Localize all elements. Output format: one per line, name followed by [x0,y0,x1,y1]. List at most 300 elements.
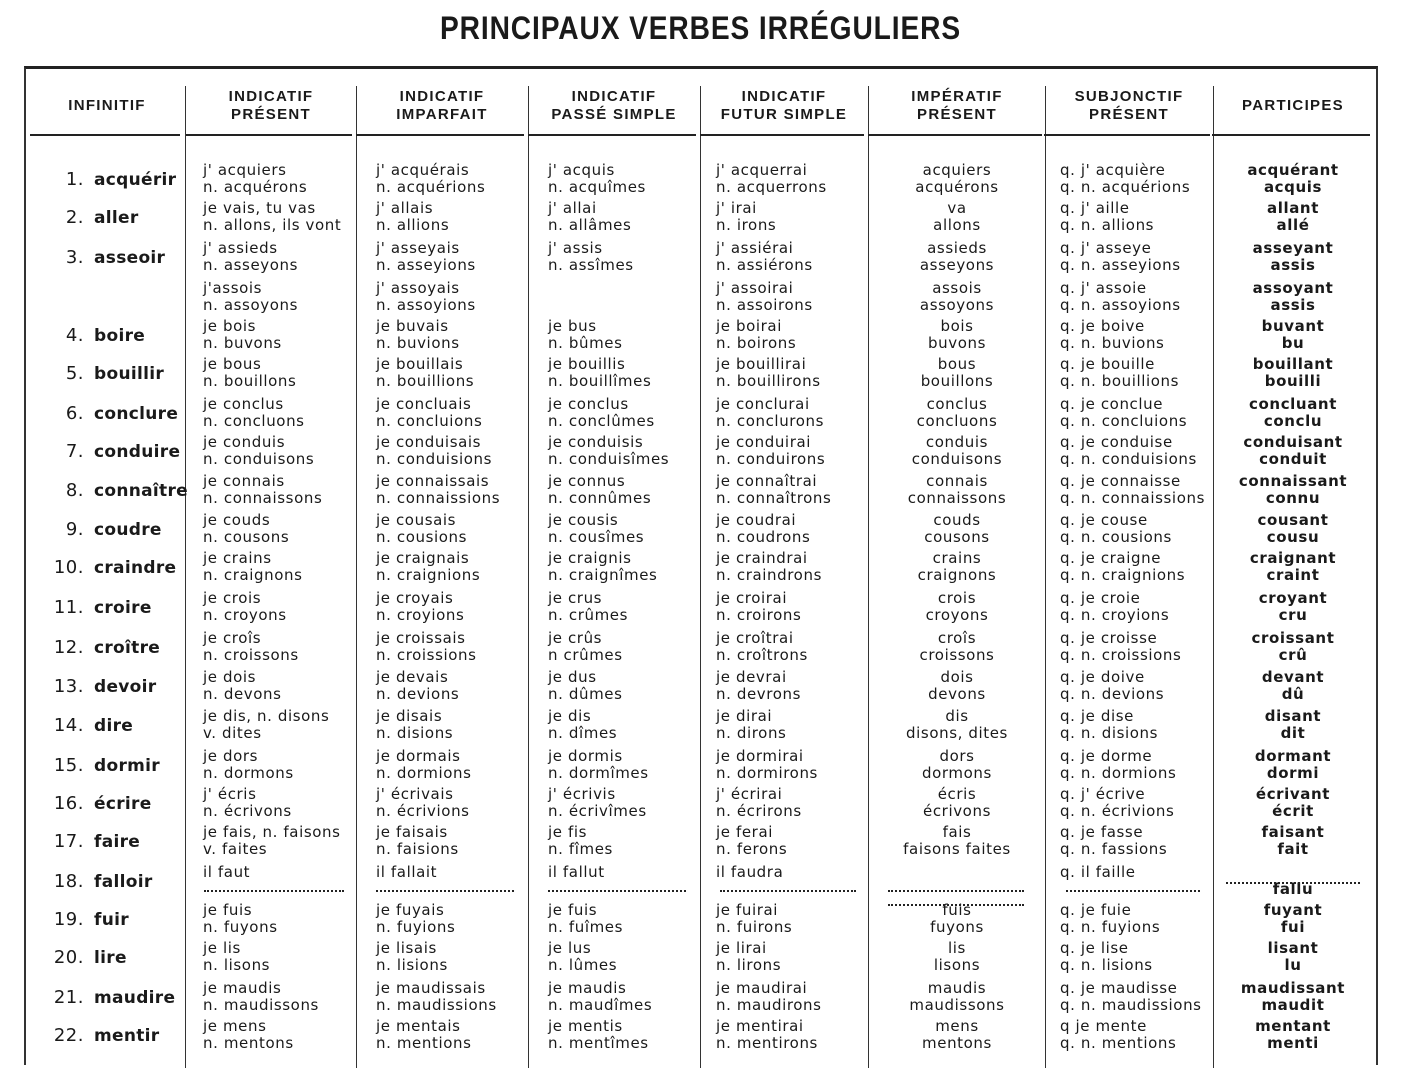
cell-indicatif-passe-simple [548,162,646,198]
header-line: FUTUR SIMPLE [720,106,848,123]
verb-number: 17. [53,831,84,852]
form-first: q. je fuie [1060,901,1132,919]
cell-participes [1216,280,1370,316]
form-first: j' écrirai [716,785,783,803]
form-first: croyant [1258,589,1328,607]
cell-imperatif-present [872,434,1042,470]
cell-imperatif-present [872,902,1042,938]
cell-indicatif-imparfait [376,200,449,236]
verb-infinitive: conclure [94,404,179,424]
cell-imperatif-present [872,162,1042,198]
cell-subjonctif-present [1060,162,1190,198]
form-second: fallu [1272,880,1314,898]
form-second: q. n. devions [1060,685,1165,703]
form-first: q. je lise [1060,939,1129,957]
form-first: q. j' asseye [1060,239,1152,257]
header-underline [356,134,524,136]
form-second: n. craignons [203,566,303,584]
form-first: q. je dise [1060,707,1134,725]
verb-number: 14. [53,715,84,736]
table-row [0,590,1401,626]
form-first: allant [1267,199,1319,217]
verb-number: 19. [53,909,84,930]
header-line: INDICATIF [228,88,314,105]
form-second: n. disions [376,724,454,742]
form-first: dois [940,668,974,686]
cell-indicatif-imparfait [376,980,497,1016]
verb-infinitive: dire [94,716,134,736]
table-row [0,940,1401,976]
form-first: fais [942,823,972,841]
verb-number: 5. [65,363,84,384]
form-second: n. écrivons [203,802,292,820]
form-second: n. mentons [203,1034,294,1052]
form-first: dors [939,747,975,765]
infinitive-cell [34,748,160,784]
cell-indicatif-imparfait [376,512,467,548]
cell-indicatif-futur-simple [716,980,822,1016]
form-second: n. allâmes [548,216,632,234]
form-second: n. cousions [376,528,468,546]
form-second: n. acquîmes [548,178,646,196]
page-title: PRINCIPAUX VERBES IRRÉGULIERS [439,10,961,46]
form-first: assois [932,279,982,297]
form-first: il fallut [548,863,605,881]
cell-participes [1216,824,1370,860]
form-second: n. boirons [716,334,797,352]
cell-indicatif-futur-simple [716,940,781,976]
infinitive-cell [34,512,162,548]
cell-subjonctif-present [1060,473,1205,509]
form-second: assis [1270,296,1316,314]
infinitive-cell [34,902,129,938]
form-second: crû [1278,646,1308,664]
form-second: n. conclurons [716,412,825,430]
cell-subjonctif-present [1060,318,1164,354]
cell-indicatif-imparfait [376,434,492,470]
verb-number: 22. [53,1025,84,1046]
infinitive-cell [34,669,156,705]
form-second: q. n. buvions [1060,334,1165,352]
form-second: n. faisions [376,840,459,858]
form-second: n. acquérions [376,178,486,196]
cell-indicatif-imparfait [376,824,459,860]
form-first: q. je bouille [1060,355,1155,373]
cell-indicatif-present [203,708,329,744]
infinitive-cell [34,318,145,354]
header-imperatif-present [872,78,1042,134]
form-second: n. coudrons [716,528,811,546]
form-second: faisons faites [903,840,1011,858]
form-first: je lis [203,939,241,957]
cell-indicatif-passe-simple [548,550,657,586]
form-second: n. devions [376,685,460,703]
form-first: conduis [925,433,989,451]
cell-indicatif-present [203,824,341,860]
form-second: n. connûmes [548,489,652,507]
header-line: INFINITIF [68,97,146,114]
form-second: n. craindrons [716,566,822,584]
cell-subjonctif-present [1060,748,1176,784]
form-second: disons, dites [906,724,1008,742]
form-first: je croissais [376,629,466,647]
form-first: je connus [548,472,626,490]
form-first: je bouillis [548,355,626,373]
form-first: q. j' écrive [1060,785,1146,803]
cell-subjonctif-present [1060,280,1181,316]
form-second: fuyons [930,918,984,936]
cell-indicatif-imparfait [376,280,476,316]
cell-indicatif-futur-simple [716,748,818,784]
form-first: je couds [203,511,271,529]
form-second: q. n. concluions [1060,412,1188,430]
cell-indicatif-imparfait [376,396,482,432]
form-second: n. assoyons [203,296,299,314]
form-first: j' asseyais [376,239,460,257]
form-second: n. conclûmes [548,412,655,430]
form-first: q. je doive [1060,668,1145,686]
form-first: conduisant [1243,433,1343,451]
cell-indicatif-passe-simple [548,356,651,392]
infinitive-cell [34,1018,159,1054]
form-first: je crûs [548,629,603,647]
cell-participes [1216,356,1370,392]
form-second: v. faites [203,840,268,858]
form-first [1216,864,1370,881]
cell-indicatif-passe-simple [548,864,605,900]
header-line: INDICATIF [741,88,827,105]
header-participes [1216,78,1370,134]
cell-indicatif-futur-simple [716,512,810,548]
form-first: maudis [927,979,987,997]
cell-indicatif-imparfait [376,550,480,586]
cell-indicatif-present [203,162,307,198]
cell-participes [1216,550,1370,586]
form-second: n. craignîmes [548,566,658,584]
form-second: dit [1280,724,1306,742]
form-first: q je mente [1060,1017,1147,1035]
form-first: je dirai [716,707,773,725]
form-second: connaissons [907,489,1007,507]
table-row [0,280,1401,316]
infinitive-cell [34,590,152,626]
form-first: je maudis [203,979,282,997]
form-first: acquérant [1247,161,1339,179]
form-first: q. je boive [1060,317,1145,335]
form-first: bois [940,317,974,335]
cell-indicatif-passe-simple [548,240,634,276]
verb-infinitive: dormir [94,756,160,776]
form-first: dis [945,707,969,725]
cell-indicatif-futur-simple [716,434,825,470]
form-second: n. connaissions [376,489,501,507]
form-first: lisant [1267,939,1319,957]
cell-indicatif-imparfait [376,240,476,276]
form-first: devant [1261,668,1325,686]
form-second: n. dîmes [548,724,618,742]
cell-indicatif-passe-simple [548,630,623,666]
form-second: n. croyons [203,606,287,624]
cell-participes [1216,630,1370,666]
form-first: q. je conduise [1060,433,1173,451]
cell-indicatif-futur-simple [716,902,792,938]
form-second: asseyons [919,256,995,274]
form-first: je craindrai [716,549,808,567]
cell-indicatif-imparfait [376,902,455,938]
cell-subjonctif-present [1060,864,1136,900]
infinitive-cell [34,824,140,860]
form-first: assoyant [1252,279,1334,297]
table-row [0,550,1401,586]
cell-participes [1216,200,1370,236]
dotted-separator [376,890,514,892]
cell-indicatif-passe-simple [548,434,669,470]
cell-indicatif-present [203,473,322,509]
form-first: q. je couse [1060,511,1148,529]
form-second: n. bûmes [548,334,623,352]
table-row [0,1018,1401,1054]
cell-participes [1216,786,1370,822]
table-row [0,318,1401,354]
form-second: q. n. lisions [1060,956,1153,974]
form-second: n. buvons [203,334,282,352]
cell-indicatif-present [203,786,292,822]
form-second: q. n. allions [1060,216,1155,234]
form-first: acquiers [922,161,992,179]
form-first: je cousais [376,511,457,529]
form-second: n. dirons [716,724,787,742]
cell-indicatif-present [203,396,305,432]
form-second: q. n. dormions [1060,764,1177,782]
cell-subjonctif-present [1060,940,1153,976]
cell-indicatif-present [203,940,270,976]
form-second: cru [1278,606,1308,624]
cell-indicatif-passe-simple [548,940,617,976]
form-second: fui [1280,918,1306,936]
verb-number: 4. [65,325,84,346]
form-second: menti [1267,1034,1319,1052]
form-first: je mens [203,1017,267,1035]
form-second: n. croissions [376,646,477,664]
form-first: j' acquis [548,161,615,179]
verb-number: 8. [65,480,84,501]
form-second: n. conduisîmes [548,450,670,468]
cell-indicatif-present [203,434,314,470]
cell-imperatif-present [872,240,1042,276]
cell-indicatif-present [203,356,296,392]
cell-indicatif-passe-simple [548,318,623,354]
form-first: je bus [548,317,597,335]
dotted-separator [888,904,1024,906]
table-row [0,902,1401,938]
cell-imperatif-present [872,630,1042,666]
verb-infinitive: devoir [94,677,157,697]
form-second: q. n. bouillions [1060,372,1180,390]
verb-infinitive: aller [94,208,139,228]
form-first: je connaîtrai [716,472,818,490]
form-second: q. n. fassions [1060,840,1168,858]
form-second: n. fîmes [548,840,613,858]
form-first: j' acquérais [376,161,470,179]
form-first: je coudrai [716,511,797,529]
form-second: n. cousons [203,528,290,546]
header-underline [700,134,864,136]
form-second: n. ferons [716,840,788,858]
cell-participes [1216,980,1370,1016]
cell-indicatif-present [203,902,278,938]
form-first: q. je fasse [1060,823,1144,841]
table-row [0,630,1401,666]
cell-indicatif-imparfait [376,356,474,392]
form-second: fait [1277,840,1309,858]
form-second: lu [1284,956,1302,974]
form-first: il faudra [716,863,784,881]
cell-indicatif-futur-simple [716,669,801,705]
form-first: je concluais [376,395,472,413]
cell-indicatif-present [203,590,287,626]
form-second: n. écrivions [376,802,470,820]
header-underline [528,134,696,136]
form-first: connais [926,472,988,490]
form-first: je disais [376,707,443,725]
infinitive-cell [34,630,160,666]
cell-indicatif-passe-simple [548,280,553,316]
form-first: je mentirai [716,1017,804,1035]
form-second: q. n. craignions [1060,566,1186,584]
form-first: je croirai [716,589,788,607]
cell-subjonctif-present [1060,902,1160,938]
cell-imperatif-present [872,748,1042,784]
dotted-separator [548,890,686,892]
verb-number: 2. [65,207,84,228]
form-second: n. lirons [716,956,782,974]
cell-subjonctif-present [1060,356,1179,392]
form-second: maudit [1261,996,1325,1014]
form-second: n. maudissions [376,996,497,1014]
form-first: j' assoyais [376,279,460,297]
cell-subjonctif-present [1060,1018,1176,1054]
form-second: q. n. croissions [1060,646,1182,664]
form-second: n. maudirons [716,996,822,1014]
cell-indicatif-futur-simple [716,318,796,354]
form-second: n. conduirons [716,450,826,468]
form-second: dormons [922,764,992,782]
cell-indicatif-present [203,630,299,666]
cell-imperatif-present [872,318,1042,354]
form-first: je conduirai [716,433,812,451]
infinitive-cell [34,980,175,1016]
cell-indicatif-imparfait [376,748,472,784]
table-row [0,980,1401,1016]
cell-indicatif-passe-simple [548,902,623,938]
form-second: n. dormîmes [548,764,649,782]
cell-subjonctif-present [1060,200,1154,236]
form-first: je maudirai [716,979,808,997]
form-first: il fallait [376,863,438,881]
form-second: écrit [1272,802,1314,820]
cell-indicatif-present [203,240,298,276]
table-row [0,396,1401,432]
form-second: acquérons [915,178,999,196]
form-first: q. je croie [1060,589,1141,607]
form-first: je dis [548,707,592,725]
cell-imperatif-present [872,200,1042,236]
form-first: je conduisais [376,433,482,451]
cell-subjonctif-present [1060,550,1185,586]
form-first: craignant [1249,549,1337,567]
form-first: je fais, n. faisons [203,823,341,841]
form-first: je conclurai [716,395,810,413]
table-row [0,240,1401,276]
cell-imperatif-present [872,396,1042,432]
header-underline [1044,134,1210,136]
form-first: je lus [548,939,592,957]
form-first: je fuis [548,901,598,919]
cell-indicatif-futur-simple [716,396,824,432]
form-first: je ferai [716,823,773,841]
form-second: concluons [916,412,998,430]
form-first [872,864,1042,881]
verb-number: 9. [65,519,84,540]
cell-participes [1216,590,1370,626]
form-second: n. assoirons [716,296,813,314]
dotted-separator [204,890,344,892]
form-first: je craignis [548,549,632,567]
dotted-separator [888,890,1024,892]
form-first: j' assoirai [716,279,794,297]
form-second: n. conduisons [203,450,315,468]
form-second: n. devons [203,685,282,703]
cell-indicatif-futur-simple [716,356,821,392]
cell-participes [1216,669,1370,705]
form-second: q. n. conduisions [1060,450,1197,468]
form-second: conclu [1263,412,1323,430]
form-second: assoyons [919,296,995,314]
form-first: je conclus [548,395,629,413]
form-second: n. dormirons [716,764,818,782]
cell-imperatif-present [872,473,1042,509]
cell-indicatif-imparfait [376,669,459,705]
header-line: PARTICIPES [1242,97,1344,114]
form-second: q. n. cousions [1060,528,1172,546]
form-first: je boirai [716,317,782,335]
cell-indicatif-passe-simple [548,200,631,236]
form-first: q. j' aille [1060,199,1130,217]
form-first: je cousis [548,511,619,529]
form-second: n. fuyons [203,918,278,936]
cell-participes [1216,240,1370,276]
form-second: n. allions [376,216,450,234]
header-line: PRÉSENT [1089,106,1169,123]
form-second: q. n. disions [1060,724,1159,742]
form-first: bouillant [1252,355,1334,373]
verb-infinitive: faire [94,832,141,852]
form-first: écrivant [1255,785,1331,803]
infinitive-cell [34,786,152,822]
cell-imperatif-present [872,708,1042,744]
cell-subjonctif-present [1060,708,1158,744]
infinitive-cell [34,162,176,198]
form-first: lis [948,939,966,957]
dotted-separator [1226,882,1360,884]
form-second: n. croyions [376,606,465,624]
cell-indicatif-futur-simple [716,473,831,509]
form-second: n. mentions [376,1034,472,1052]
header-underline [186,134,352,136]
header-indicatif-imparfait [360,78,524,134]
form-second: dormi [1266,764,1320,782]
cell-indicatif-futur-simple [716,280,813,316]
